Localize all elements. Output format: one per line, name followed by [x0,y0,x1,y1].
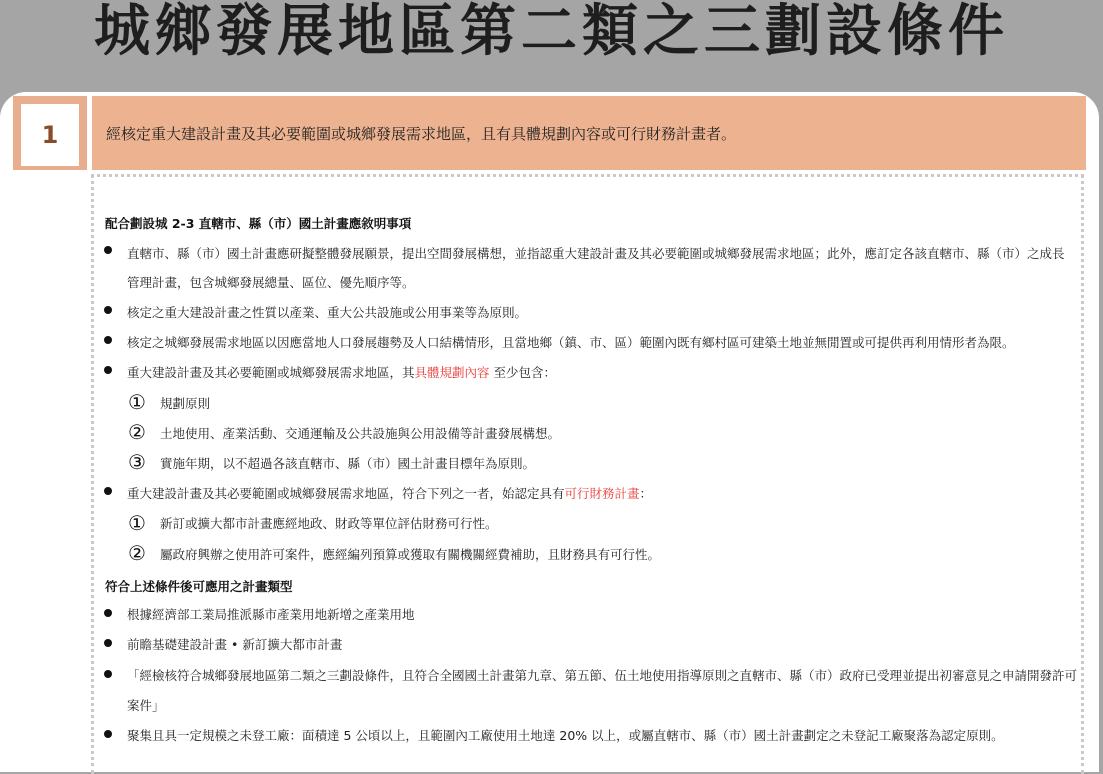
bullet-icon [104,306,112,314]
condition-header-text: 經核定重大建設計畫及其必要範圍或城鄉發展需求地區，且有具體規劃內容或可行財務計畫者。 [106,124,737,143]
s1-sub4: 新訂或擴大都市計畫應經地政、財政等單位評估財務可行性。 [160,516,498,531]
s2-bullet1: 根據經濟部工業局推派縣市產業用地新增之產業用地 [127,607,415,622]
bullet-icon [104,639,112,647]
bullet-icon [104,366,112,374]
s1-bullet5-suffix: ： [639,486,653,501]
bullet-icon [104,336,112,344]
s1-sub3: 實施年期，以不超過各該直轄市、縣（市）國土計畫目標年為原則。 [160,456,536,471]
circled-number-2: ② [128,541,146,565]
item-number-frame [13,96,87,170]
s1-bullet3: 核定之城鄉發展需求地區以因應當地人口發展趨勢及人口結構情形，且當地鄉（鎮、市、區）範圍內既有鄉村區可建築土地並無閒置或可提供再利用情形者為限。 [127,335,1015,350]
s2-bullet2: 前瞻基礎建設計畫 • 新訂擴大都市計畫 [127,637,343,652]
circled-number-1: ① [128,511,146,535]
condition-header [92,96,1086,170]
s1-bullet1-line2: 管理計畫，包含城鄉發展總量、區位、優先順序等。 [127,275,415,290]
s1-bullet2: 核定之重大建設計畫之性質以產業、重大公共設施或公用事業等為原則。 [127,305,528,320]
s1-bullet4 [127,358,556,388]
s2-bullet3-line2: 案件」 [127,698,165,713]
s1-sub5: 屬政府興辦之使用許可案件，應經編列預算或獲取有關機關經費補助，且財務具有可行性。 [160,547,661,562]
bullet-icon [104,487,112,495]
s1-bullet5 [127,479,652,509]
page-title: 城鄉發展地區第二類之三劃設條件 [94,0,1009,64]
s1-bullet5-prefix: 重大建設計畫及其必要範圍或城鄉發展需求地區，符合下列之一者，始認定具有 [127,486,565,501]
bullet-icon [104,730,112,738]
bullet-icon [104,670,112,678]
bullet-icon [104,246,112,254]
s1-sub1: 規劃原則 [160,396,211,411]
section2-heading: 符合上述條件後可應用之計畫類型 [105,579,293,594]
section1-heading: 配合劃設城 2-3 直轄市、縣（市）國土計畫應敘明事項 [105,216,412,231]
bullet-icon [104,609,112,617]
s1-sub2: 土地使用、產業活動、交通運輸及公共設施與公用設備等計畫發展構想。 [160,426,561,441]
s2-bullet4: 聚集且具一定規模之未登工廠：面積達 5 公頃以上，且範圍內工廠使用土地達 20% 以上，或屬直轄市、縣（市）國土計畫劃定之未登記工廠聚落為認定原則。 [127,728,1004,743]
circled-number-1: ① [128,390,146,414]
s1-bullet5-highlight: 可行財務計畫 [564,486,640,501]
s1-bullet4-prefix: 重大建設計畫及其必要範圍或城鄉發展需求地區，其 [127,365,415,380]
s1-bullet4-suffix: 至少包含： [489,365,557,380]
item-number: 1 [21,104,79,166]
circled-number-3: ③ [128,450,146,474]
s2-bullet3-line1: 「經檢核符合城鄉發展地區第二類之三劃設條件，且符合全國國土計畫第九章、第五節、伍土地使用指導原則之直轄市、縣（市）政府已受理並提出初審意見之申請開發許可 [127,668,1078,683]
circled-number-2: ② [128,420,146,444]
s1-bullet1-line1: 直轄市、縣（市）國土計畫應研擬整體發展願景，提出空間發展構想，並指認重大建設計畫及其必要範圍或城鄉發展需求地區；此外，應訂定各該直轄市、縣（市）之成長 [127,246,1065,261]
s1-bullet4-highlight: 具體規劃內容 [414,365,490,380]
